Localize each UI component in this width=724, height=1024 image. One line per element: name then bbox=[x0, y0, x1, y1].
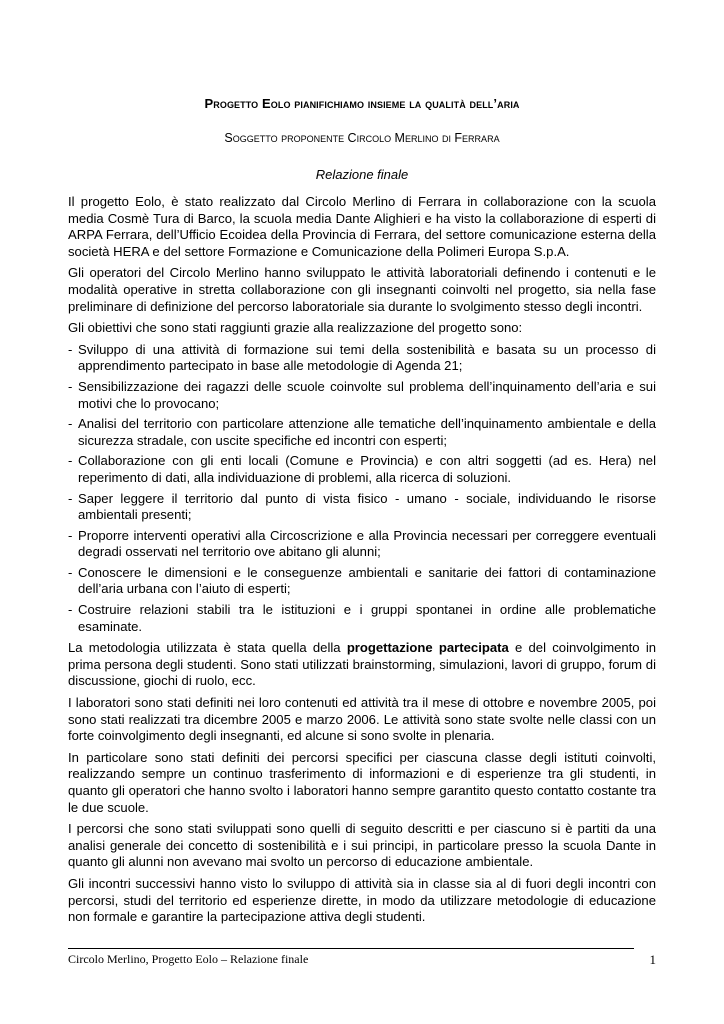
list-item: - Analisi del territorio con particolare attenzione alle tematiche dell’inquinamento ambientale e della sicurezza stradale, con uscite specifiche ed incontri con esperti; bbox=[68, 416, 656, 449]
list-item: - Costruire relazioni stabili tra le istituzioni e i gruppi spontanei in ordine alle problematiche esaminate. bbox=[68, 602, 656, 635]
list-item: - Conoscere le dimensioni e le conseguenze ambientali e sanitarie dei fattori di contaminazione dell’aria urbana con l’aiuto di esperti; bbox=[68, 565, 656, 598]
report-heading: Relazione finale bbox=[315, 167, 409, 182]
paragraph-specific-paths: In particolare sono stati definiti dei percorsi specifici per ciascuna classe degli istituti coinvolti, realizzando sempre un continuo trasferimento di informazioni e di esperienze tra gli studenti, in quanto gli operatori che hanno svolto i laboratori hanno sempre garantito questo contatto costante tra le due scuole. bbox=[68, 749, 656, 815]
page-footer bbox=[68, 952, 656, 967]
list-item: - Collaborazione con gli enti locali (Comune e Provincia) e con altri soggetti (ad es. Hera) nel reperimento di dati, alla individuazione di problemi, alla ricerca di soluzioni. bbox=[68, 453, 656, 486]
methodology-text-end: e del coinvolgimento in prima persona degli studenti. Sono stati utilizzati brainstorming, simulazioni, lavori di gruppo, forum di discussione, giochi di ruolo, ecc. bbox=[68, 640, 657, 689]
paragraph-subsequent-meetings: Gli incontri successivi hanno visto lo sviluppo di attività sia in classe sia al di fuori degli incontri con percorsi, studi del territorio ed esperienze dirette, in modo da utilizzare metodologie di educazione non formale e garantire la partecipazione attiva degli studenti. bbox=[68, 875, 656, 925]
paragraph-paths-description: I percorsi che sono stati sviluppati sono quelli di seguito descritti e per ciascuno si è partiti da una analisi generale dei concetto di sostenibilità e i sui principi, in particolare presso la scuola Dante in quanto gli alunni non avevano mai svolto un percorso di educazione ambientale. bbox=[68, 821, 656, 870]
footer-divider bbox=[68, 948, 634, 949]
page-number: 1 bbox=[649, 952, 656, 967]
paragraph-intro: Il progetto Eolo, è stato realizzato dal Circolo Merlino di Ferrara in collaborazione con la scuola media Cosmè Tura di Barco, la scuola media Dante Alighieri e ha visto la collaborazione di esperti di ARPA Ferrara, dell’Ufficio Ecoidea della Provincia di Ferrara, del settore comunicazione esterna della società HERA e del settore Formazione e Comunicazione della Polimeri Europa S.p.A. bbox=[68, 194, 656, 259]
methodology-text-start: La metodologia utilizzata è stata quella della bbox=[68, 640, 347, 656]
document-body bbox=[68, 194, 656, 926]
paragraph-labs: I laboratori sono stati definiti nei loro contenuti ed attività tra il mese di ottobre e novembre 2005, poi sono stati realizzati tra dicembre 2005 e marzo 2006. Le attività sono state svolte nelle classi con un forte coinvolgimento degli insegnanti, ed alcune si sono svolte in plenaria. bbox=[68, 695, 656, 744]
footer-text: Circolo Merlino, Progetto Eolo – Relazione finale bbox=[68, 952, 309, 966]
list-item: - Sensibilizzazione dei ragazzi delle scuole coinvolte sul problema dell’inquinamento dell’aria e sui motivi che lo provocano; bbox=[68, 379, 656, 412]
list-item: - Sviluppo di una attività di formazione sui temi della sostenibilità e basata su un processo di apprendimento partecipato in base alle metodologie di Agenda 21; bbox=[68, 342, 656, 375]
document-subtitle: Soggetto proponente Circolo Merlino di Ferrara bbox=[224, 131, 500, 145]
methodology-bold-term: progettazione partecipata bbox=[346, 640, 509, 656]
objectives-list bbox=[68, 342, 656, 636]
document-page bbox=[68, 96, 656, 931]
list-item: - Proporre interventi operativi alla Circoscrizione e alla Provincia necessari per correggere eventuali degradi osservati nel territorio ove abitano gli alunni; bbox=[68, 528, 656, 561]
document-title: Progetto Eolo pianifichiamo insieme la qualità dell’aria bbox=[204, 96, 520, 111]
paragraph-methodology bbox=[68, 640, 656, 690]
list-item: - Saper leggere il territorio dal punto di vista fisico - umano - sociale, individuando le risorse ambientali presenti; bbox=[68, 491, 656, 524]
paragraph-objectives-intro: Gli obiettivi che sono stati raggiunti grazie alla realizzazione del progetto sono: bbox=[68, 320, 523, 336]
paragraph-operators: Gli operatori del Circolo Merlino hanno sviluppato le attività laboratoriali definendo i contenuti e le modalità operative in stretta collaborazione con gli insegnanti coinvolti nel progetto, sia nella fase preliminare di definizione del percorso laboratoriale sia durante lo svolgimento stesso degli incontri. bbox=[68, 265, 656, 314]
